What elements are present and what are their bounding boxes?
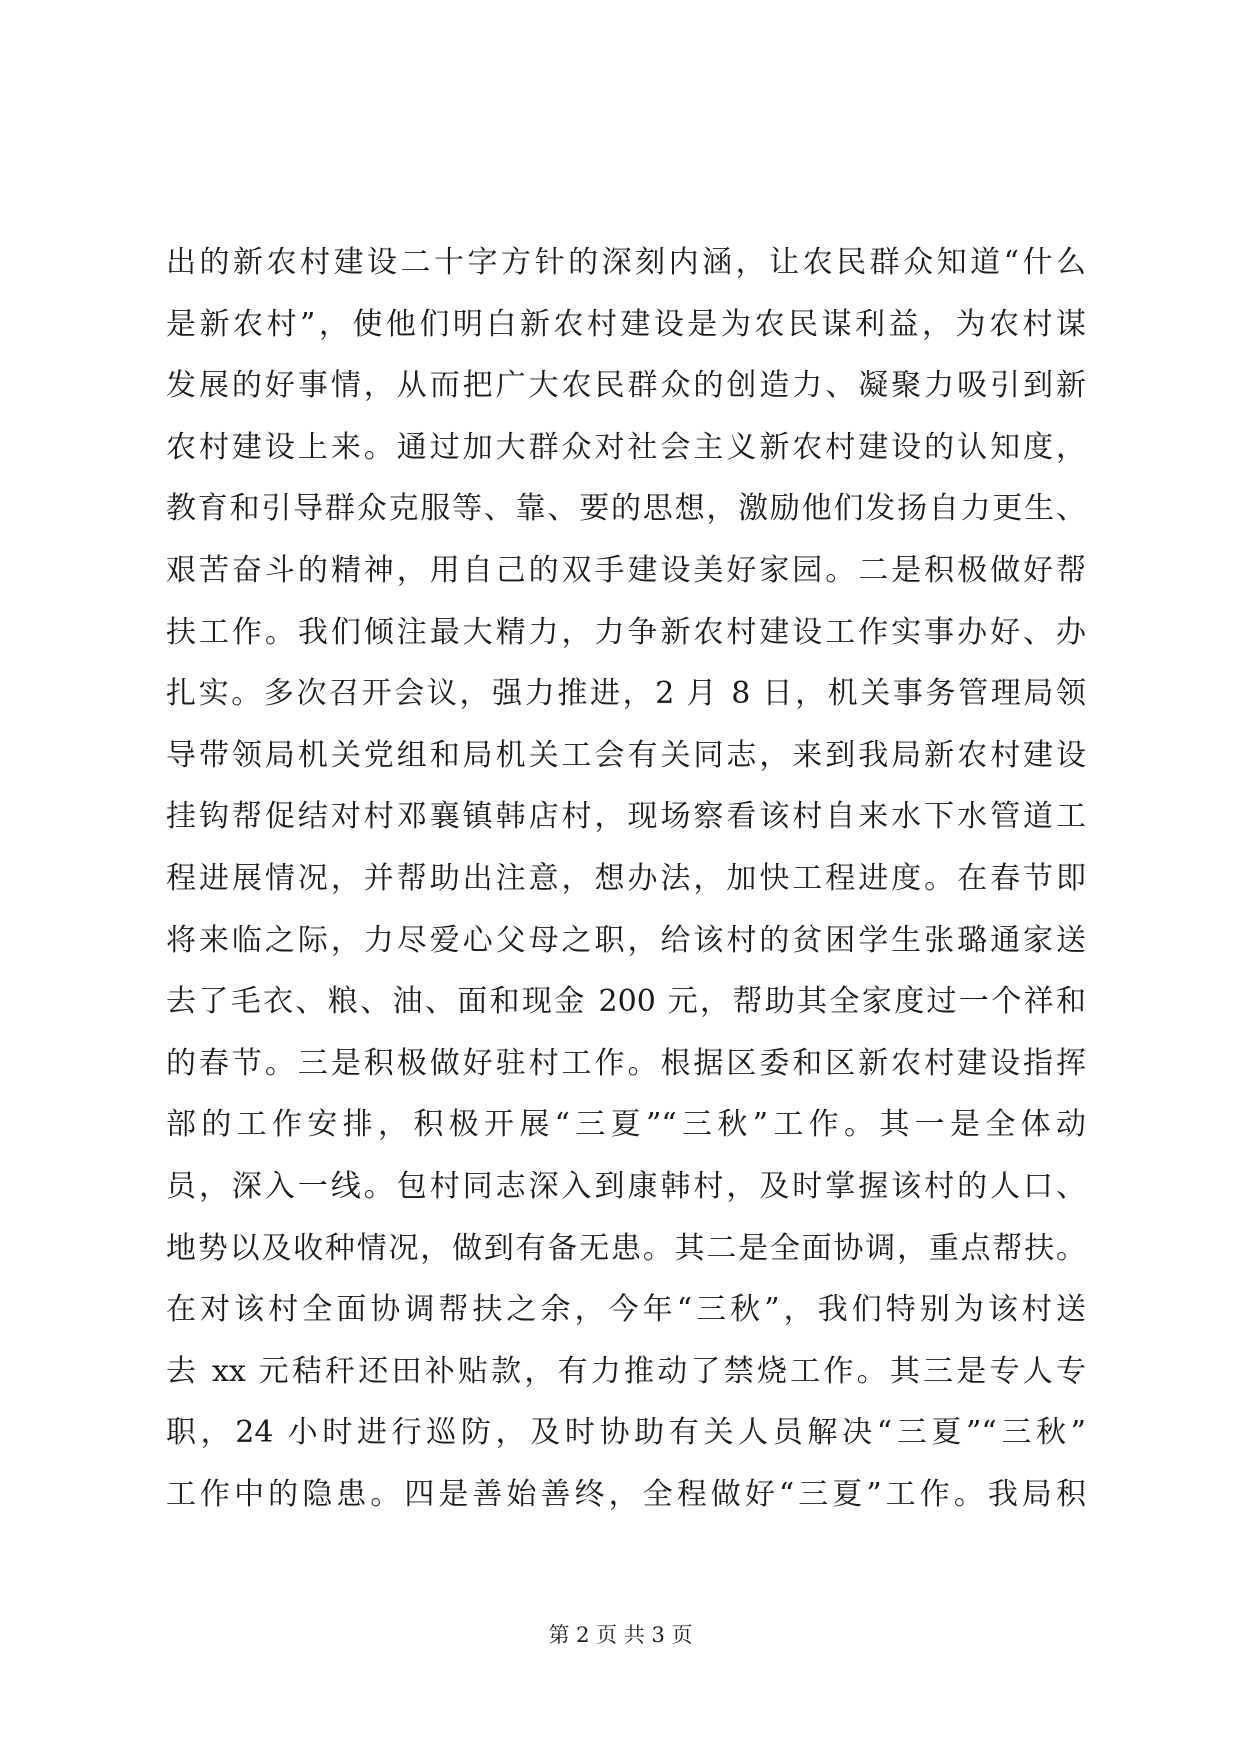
text-line: 将来临之际，力尽爱心父母之职，给该村的贫困学生张璐通家送 (166, 922, 1086, 958)
text-line: 扶工作。我们倾注最大精力，力争新农村建设工作实事办好、办 (166, 614, 1086, 650)
text-line: 地势以及收种情况，做到有备无患。其二是全面协调，重点帮扶。 (166, 1230, 1086, 1266)
text-line: 部的工作安排，积极开展“三夏”“三秋”工作。其一是全体动 (166, 1107, 1086, 1143)
text-line: 出的新农村建设二十字方针的深刻内涵，让农民群众知道“什么 (166, 245, 1086, 280)
text-line: 挂钩帮促结对村邓襄镇韩店村，现场察看该村自来水下水管道工 (166, 799, 1086, 835)
text-line: 教育和引导群众克服等、靠、要的思想，激励他们发扬自力更生、 (166, 491, 1086, 527)
text-line: 去了毛衣、粮、油、面和现金 200 元，帮助其全家度过一个祥和 (166, 984, 1086, 1020)
page-footer: 第 2 页 共 3 页 (548, 1623, 693, 1647)
text-line: 职，24 小时进行巡防，及时协助有关人员解决“三夏”“三秋” (166, 1415, 1086, 1451)
text-line: 农村建设上来。通过加大群众对社会主义新农村建设的认知度， (166, 429, 1086, 465)
text-line: 工作中的隐患。四是善始善终，全程做好“三夏”工作。我局积 (166, 1476, 1086, 1512)
body-text (166, 232, 1086, 1525)
text-line: 去 xx 元秸秆还田补贴款，有力推动了禁烧工作。其三是专人专 (166, 1353, 1086, 1389)
text-line: 发展的好事情，从而把广大农民群众的创造力、凝聚力吸引到新 (166, 368, 1086, 404)
text-line: 是新农村”，使他们明白新农村建设是为农民谋利益，为农村谋 (166, 306, 1086, 342)
text-line: 程进展情况，并帮助出注意，想办法，加快工程进度。在春节即 (166, 860, 1086, 896)
text-line: 导带领局机关党组和局机关工会有关同志，来到我局新农村建设 (166, 737, 1086, 773)
text-line: 在对该村全面协调帮扶之余，今年“三秋”，我们特别为该村送 (166, 1292, 1086, 1328)
text-line: 的春节。三是积极做好驻村工作。根据区委和区新农村建设指挥 (166, 1045, 1086, 1081)
text-line: 员，深入一线。包村同志深入到康韩村，及时掌握该村的人口、 (166, 1168, 1086, 1204)
text-line: 艰苦奋斗的精神，用自己的双手建设美好家园。二是积极做好帮 (166, 552, 1086, 588)
text-line: 扎实。多次召开会议，强力推进，2 月 8 日，机关事务管理局领 (166, 676, 1086, 712)
